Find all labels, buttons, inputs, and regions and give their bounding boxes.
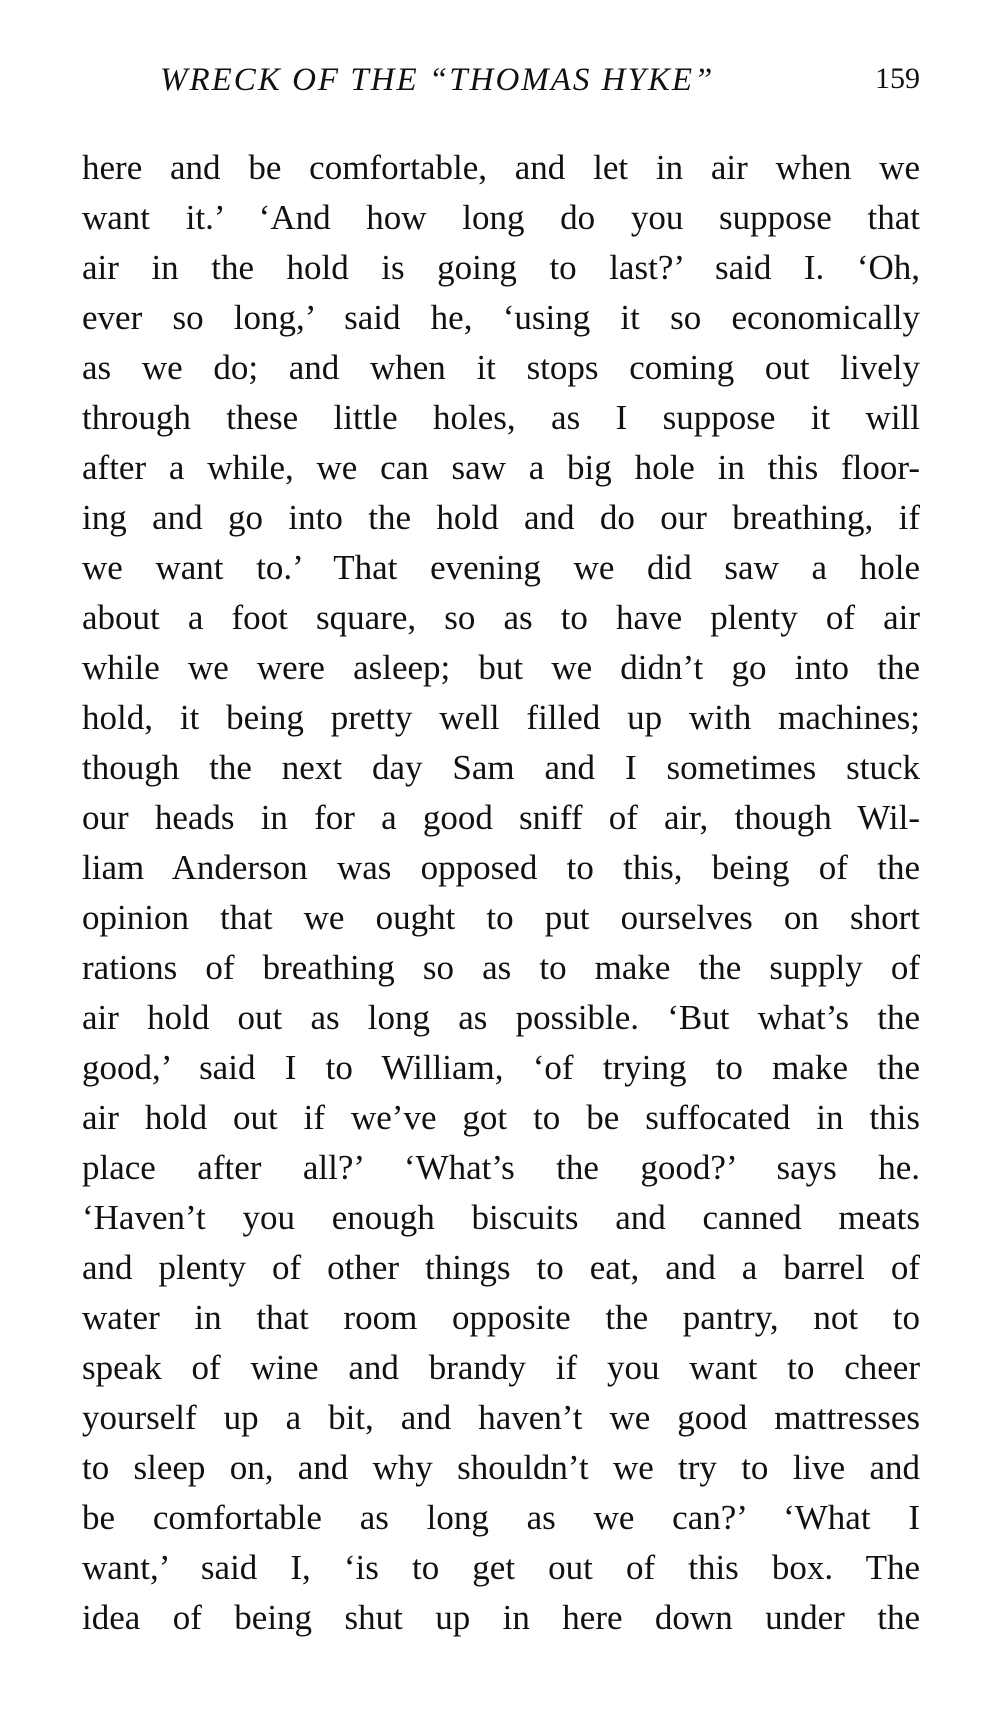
text-line: want it.’ ‘And how long do you suppose that <box>82 198 920 237</box>
text-line: water in that room opposite the pantry, not to <box>82 1298 920 1337</box>
text-line: to sleep on, and why shouldn’t we try to live and <box>82 1448 920 1487</box>
text-line: as we do; and when it stops coming out lively <box>82 348 920 387</box>
text-line: place after all?’ ‘What’s the good?’ says he. <box>82 1148 920 1187</box>
text-line: hold, it being pretty well filled up with machines; <box>82 698 920 737</box>
text-line: ever so long,’ said he, ‘using it so economically <box>82 298 920 337</box>
text-line: though the next day Sam and I sometimes stuck <box>82 748 920 787</box>
text-line: our heads in for a good sniff of air, though Wil- <box>82 798 920 837</box>
text-line: rations of breathing so as to make the supply of <box>82 948 920 987</box>
text-line: we want to.’ That evening we did saw a hole <box>82 548 920 587</box>
text-line: want,’ said I, ‘is to get out of this box. The <box>82 1548 920 1587</box>
text-line: speak of wine and brandy if you want to cheer <box>82 1348 920 1387</box>
text-line: liam Anderson was opposed to this, being of the <box>82 848 920 887</box>
text-line: good,’ said I to William, ‘of trying to make the <box>82 1048 920 1087</box>
text-line: ing and go into the hold and do our breathing, if <box>82 498 920 537</box>
text-line: through these little holes, as I suppose it will <box>82 398 920 437</box>
text-line: while we were asleep; but we didn’t go into the <box>82 648 920 687</box>
text-line: yourself up a bit, and haven’t we good mattresses <box>82 1398 920 1437</box>
text-line: about a foot square, so as to have plenty of air <box>82 598 920 637</box>
text-line: be comfortable as long as we can?’ ‘What I <box>82 1498 920 1537</box>
text-line: opinion that we ought to put ourselves on short <box>82 898 920 937</box>
text-line: air hold out as long as possible. ‘But what’s the <box>82 998 920 1037</box>
text-line: ‘Haven’t you enough biscuits and canned meats <box>82 1198 920 1237</box>
text-line: air hold out if we’ve got to be suffocated in this <box>82 1098 920 1137</box>
text-line: here and be comfortable, and let in air when we <box>82 148 920 187</box>
page-header <box>160 62 920 106</box>
text-line: and plenty of other things to eat, and a barrel of <box>82 1248 920 1287</box>
running-title: WRECK OF THE “THOMAS HYKE” <box>160 62 715 98</box>
body-text <box>82 143 920 1643</box>
text-line: after a while, we can saw a big hole in this floor- <box>82 448 920 487</box>
text-line: air in the hold is going to last?’ said I. ‘Oh, <box>82 248 920 287</box>
page-number: 159 <box>875 62 920 95</box>
text-line: idea of being shut up in here down under the <box>82 1598 920 1637</box>
